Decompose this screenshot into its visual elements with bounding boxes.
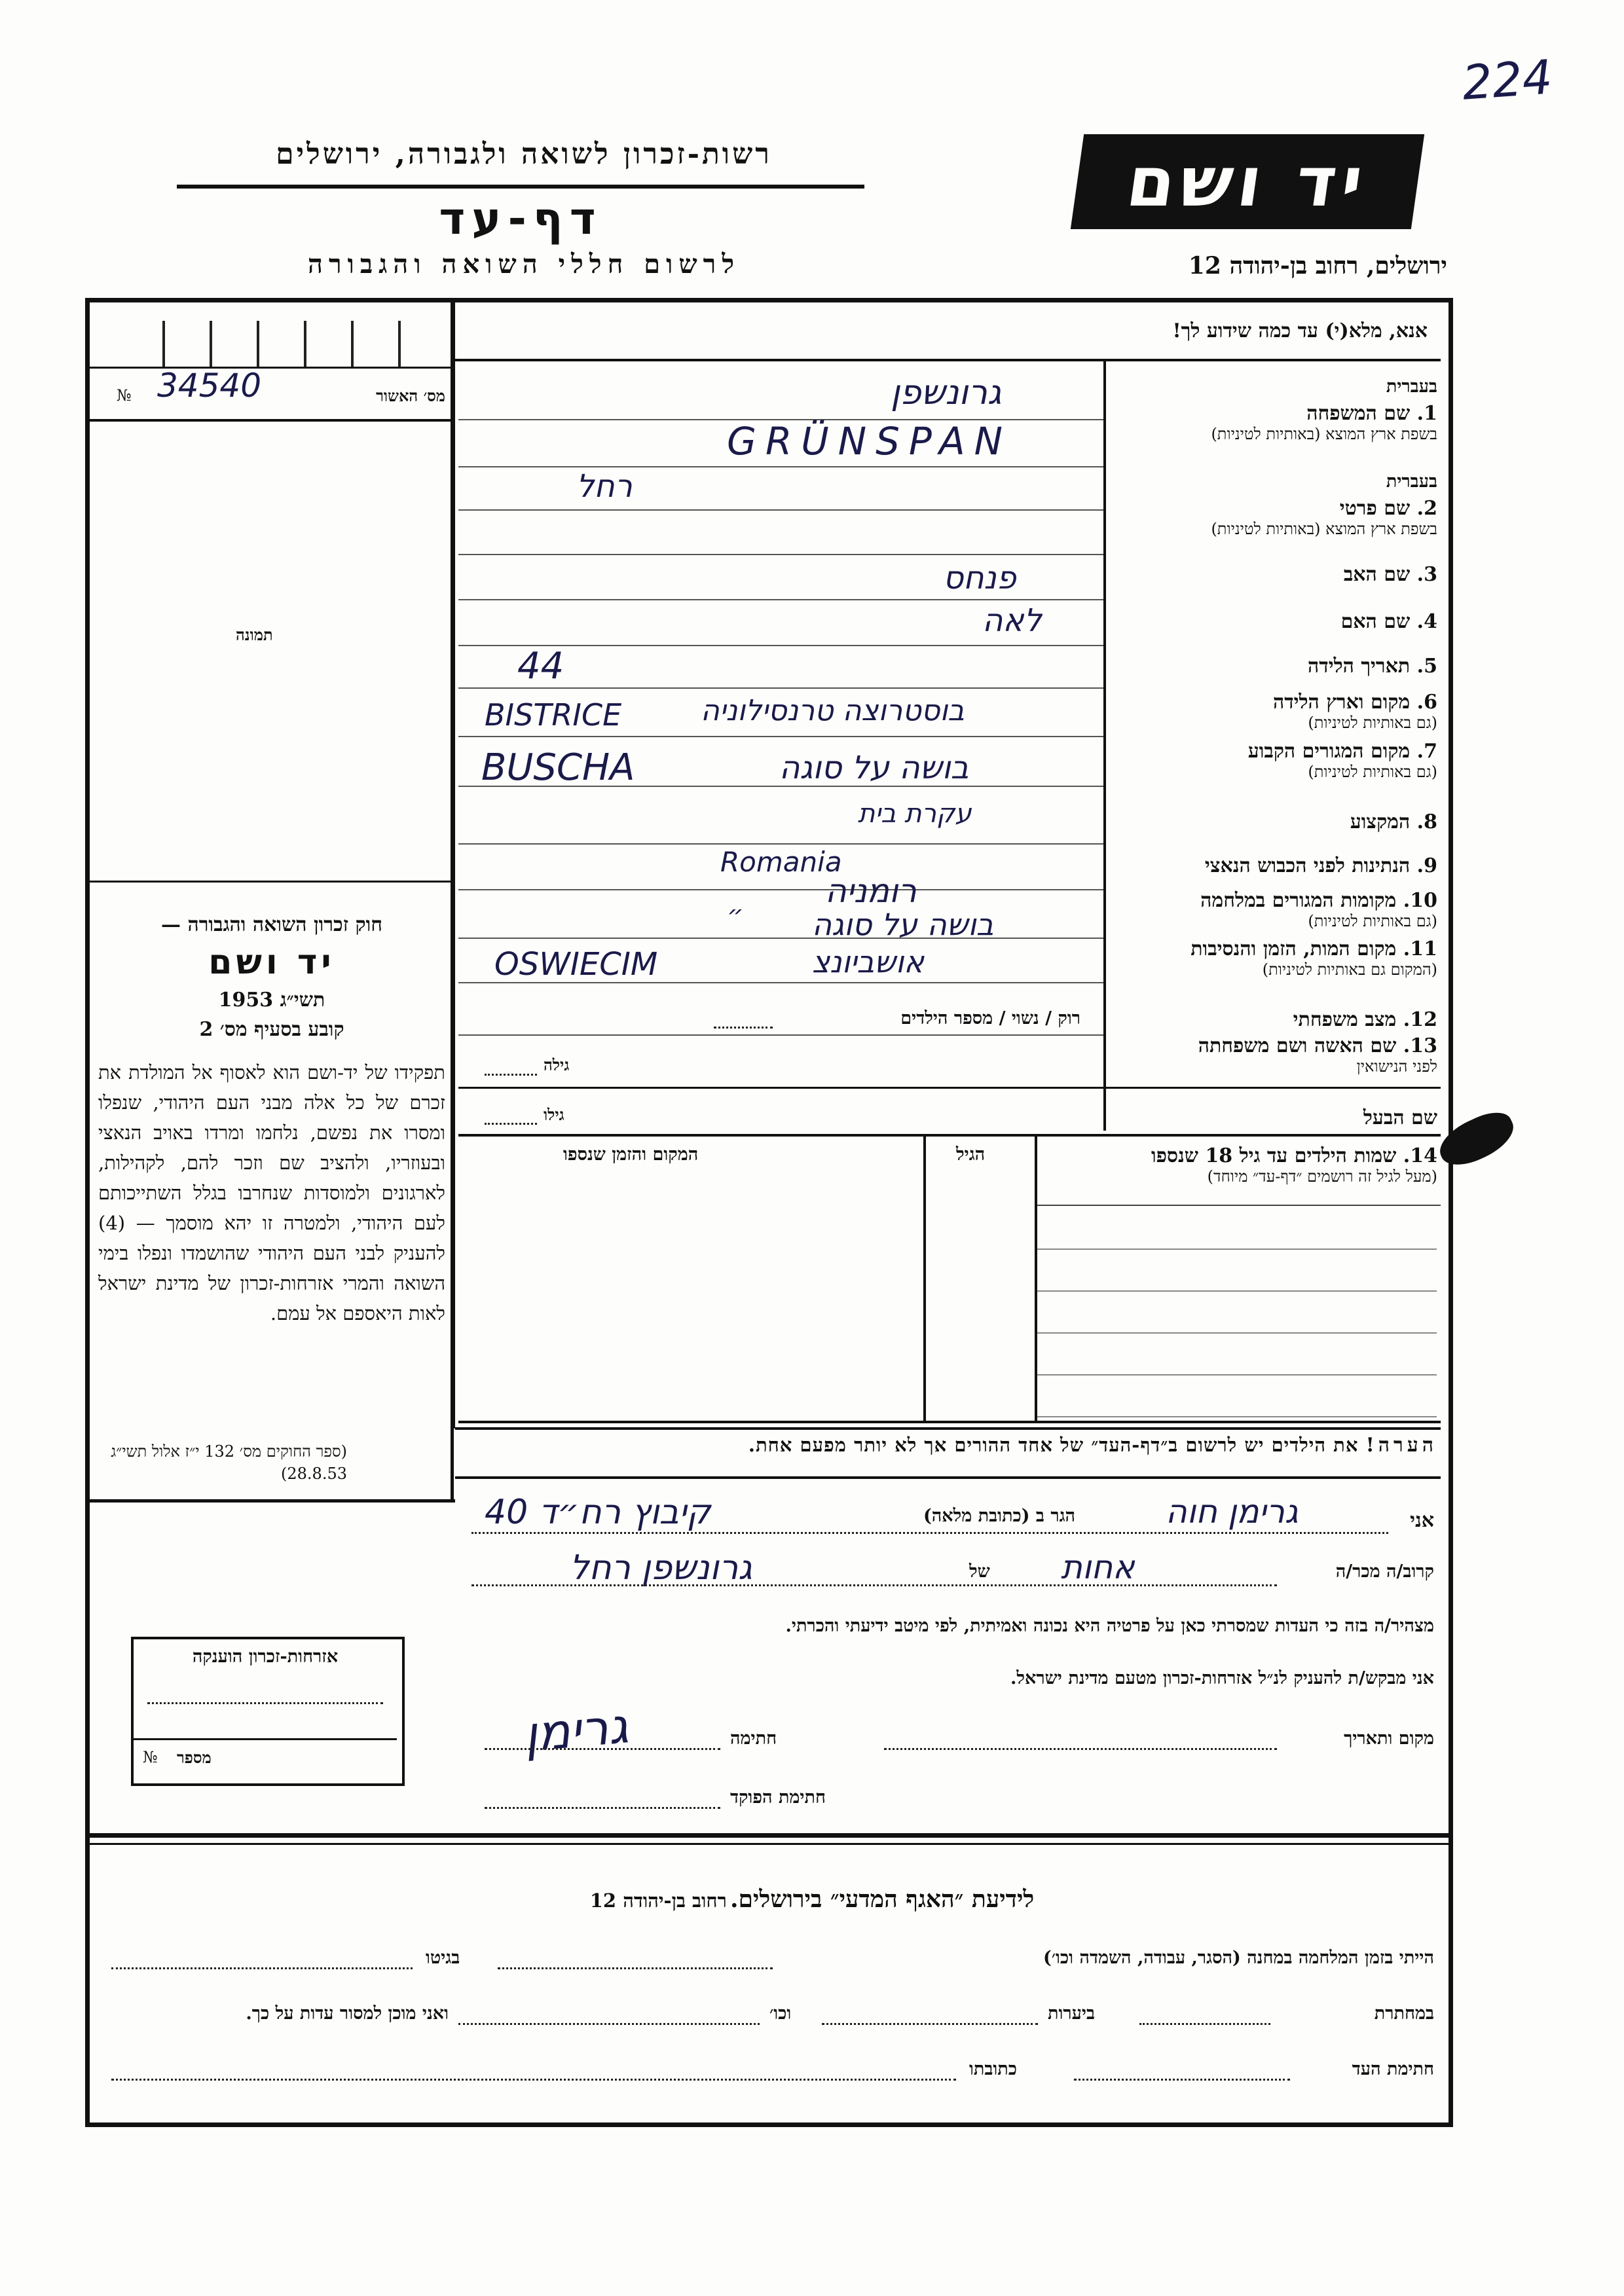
approval-box-top (90, 367, 451, 369)
field-12-options[interactable]: רוק / נשוי / מספר הילדים (900, 1008, 1080, 1029)
decl-lives-in: הגר ב (כתובת מלאה) (923, 1506, 1076, 1526)
note-top-rule (455, 1427, 1441, 1430)
field-12-label (1097, 1008, 1437, 1031)
note-bottom-rule (455, 1476, 1441, 1479)
yad-vashem-logo (1071, 134, 1424, 229)
row-rule (458, 889, 1103, 890)
field-4-num: 4. (1416, 610, 1437, 633)
field-1-label: שם המשפחה (1306, 402, 1411, 425)
bottom-title-row (458, 1886, 1166, 1913)
bottom-line2-dots-3[interactable] (458, 2023, 760, 2025)
bottom-title: לידיעת ״האגף המדעי״ בירושלים. (729, 1886, 1035, 1913)
bottom-line2-a: במחתרת (1374, 2003, 1434, 2024)
children-num: 14. (1403, 1144, 1437, 1167)
decl-signature[interactable]: גרימן (521, 1698, 631, 1763)
approval-rule (90, 419, 451, 422)
field-11-value[interactable]: אושביונצ (812, 944, 924, 979)
field-13-label: שם האשה ושם משפחתה (1198, 1034, 1397, 1057)
bottom-line3-a: חתימת העד (1352, 2059, 1434, 2079)
field-9-value-latin[interactable]: Romania (720, 846, 842, 878)
field-13-sub: לפני הנישואין (1356, 1057, 1437, 1076)
left-column-divider (451, 302, 455, 1429)
field-2-num: 2. (1416, 497, 1437, 520)
decl-line-1 (471, 1532, 1388, 1534)
field-5-num: 5. (1416, 655, 1437, 678)
row-rule (458, 843, 1103, 845)
field-3-label-text: שם האב (1343, 563, 1411, 586)
bottom-line2-dots-1[interactable] (1139, 2023, 1270, 2025)
field-2-label: שם פרטי (1339, 497, 1411, 520)
approval-prefix: № (117, 386, 132, 405)
logo-text: יד ושם (1122, 141, 1373, 222)
intro-text: אנא, מלא(י) עד כמה שידוע לך! (1172, 319, 1428, 342)
field-6-row (1097, 691, 1437, 733)
field-6-num: 6. (1416, 691, 1437, 714)
husband-age-dots[interactable] (485, 1123, 537, 1125)
field-1-value-he[interactable]: גרונשפן (891, 373, 1002, 412)
approval-number[interactable]: 34540 (157, 367, 262, 405)
field-10-row (1097, 889, 1437, 931)
decl-officer: חתימת הפוקד (730, 1787, 826, 1808)
bottom-divider (85, 1833, 1449, 1838)
field-10-label: מקומות המגורים במלחמה (1200, 889, 1397, 912)
header-address: ירושלים, רחוב בן-יהודה 12 (1188, 252, 1447, 280)
bottom-address: רחוב בן-יהודה 12 (589, 1889, 727, 1912)
approval-label: מס׳ האשור (376, 386, 445, 405)
field-9-value[interactable]: רומניה (825, 872, 917, 910)
bottom-line1-b: בגיטו (426, 1948, 460, 1968)
bottom-divider-inner (85, 1843, 1449, 1845)
note-label: הערה! (1365, 1434, 1437, 1457)
field-7-value-latin[interactable]: BUSCHA (481, 746, 635, 789)
children-empty-rows[interactable] (1037, 1208, 1437, 1417)
citizenship-line-1 (147, 1702, 383, 1704)
bottom-line2-dots-2[interactable] (822, 2023, 1038, 2025)
row-rule (458, 554, 1103, 555)
bottom-line1-dots-2[interactable] (111, 1967, 413, 1969)
form-title: דף-עד (439, 193, 602, 245)
field-7-num: 7. (1416, 740, 1437, 763)
decl-ani: אני (1410, 1509, 1434, 1532)
field-10-num: 10. (1403, 889, 1437, 912)
field-7-sub: (גם באותיות לטיניות) (1308, 763, 1437, 781)
note (455, 1434, 1437, 1457)
field-11-label: מקום המות, הזמן והנסיבות (1190, 938, 1397, 960)
field-1-sub: בשפת ארץ המוצא (באותיות לטיניות) (1211, 425, 1437, 443)
bottom-line2-b: ביערות (1048, 2003, 1096, 2024)
field-4-label (1097, 610, 1437, 633)
field-7-label: מקום המגורים הקבוע (1247, 740, 1411, 763)
header-rule (177, 185, 864, 189)
field-8-value[interactable]: עקרת בית (858, 799, 972, 829)
left-column-divider-lower (451, 1427, 454, 1503)
field-9-label (1097, 854, 1437, 877)
note-text: את הילדים יש לרשום ב״דף-העד״ של אחד ההורים אך לא יותר מפעם אחת. (748, 1434, 1359, 1456)
decl-witness-name[interactable]: גרימן חוה (1166, 1493, 1299, 1531)
decl-address[interactable]: קיבוץ רח״ד 40 (485, 1493, 711, 1532)
row-rule (458, 938, 1103, 939)
decl-of-name[interactable]: גרונשפן רחל (570, 1548, 752, 1588)
field-8-num: 8. (1416, 811, 1437, 833)
field-7-value[interactable]: בושה על סוגה (779, 750, 969, 786)
field-1-num: 1. (1416, 402, 1437, 425)
children-top-rule (458, 1134, 1441, 1137)
field-12-num: 12. (1403, 1008, 1437, 1031)
law-name: יד ושם (208, 943, 335, 982)
field-13-age-label: גילה (544, 1055, 570, 1074)
bottom-line2-d: ואני מוכן למסור עדות על כך. (246, 2003, 449, 2024)
citizenship-prefix: № (143, 1748, 158, 1766)
decl-place-date-line[interactable] (884, 1748, 1277, 1750)
bottom-line1-a: הייתי בזמן המלחמה במחנה (הסגר, עבודה, השמדה וכו׳) (1043, 1948, 1434, 1968)
row-rule (458, 687, 1103, 689)
field-6-sub: (גם באותיות לטיניות) (1308, 714, 1437, 732)
field-1-row (1097, 376, 1437, 444)
field-7-row (1097, 740, 1437, 782)
decl-request: אני מבקש/ת להעניק לנ״ל אזרחות-זכרון מטעם מדינת ישראל. (1010, 1668, 1434, 1688)
husband-label: שם הבעל (1363, 1106, 1437, 1129)
field-2-value-he[interactable]: רחל (576, 468, 633, 505)
children-col-place: המקום והזמן שנספו (563, 1144, 699, 1165)
husband-age-label: גילו (544, 1105, 564, 1124)
field-6-label: מקום וארץ הלידה (1272, 691, 1411, 714)
decl-of: של (969, 1561, 990, 1582)
bottom-line3-b: כתובתו (969, 2059, 1017, 2079)
field-3-value[interactable]: פנחס (943, 560, 1016, 596)
row-rule (458, 509, 1103, 511)
law-year: תשי״ג 1953 (218, 989, 325, 1011)
field-1-lang: בעברית (1386, 376, 1437, 397)
decl-signature-label: חתימה (730, 1728, 777, 1749)
field-3-label (1097, 563, 1437, 586)
stamp-number: 224 (1460, 49, 1554, 111)
decl-relation-label: קרוב/ה מכר/ה (1335, 1561, 1434, 1582)
decl-declare: מצהיר/ה בזה כי העדות שמסרתי כאן על פרטיה היא נכונה ואמיתית, לפי מיטב ידיעתי והכרתי. (785, 1616, 1434, 1636)
bottom-line2-c: וכו׳ (769, 2003, 792, 2024)
field-13-num: 13. (1403, 1034, 1437, 1057)
row-rule (458, 1034, 1103, 1036)
intro-rule (455, 359, 1441, 361)
field-4-value[interactable]: לאה (982, 602, 1042, 639)
field-8-label-text: המקצוע (1350, 811, 1411, 833)
citizenship-title: אזרחות-זכרון הוענקה (192, 1647, 339, 1667)
field-11-num: 11. (1403, 938, 1437, 960)
left-column-bottom (90, 1499, 455, 1503)
field-11-row (1097, 938, 1437, 979)
bottom-line3-dots-1[interactable] (1074, 2079, 1290, 2081)
field-10-sub: (גם באותיות לטיניות) (1308, 912, 1437, 930)
photo-label: תמונה (236, 625, 273, 644)
field-5-label-text: תאריך הלידה (1308, 655, 1411, 678)
children-col-age: הגיל (956, 1144, 986, 1165)
field-11-sub: (המקום גם באותיות לטיניות) (1262, 960, 1437, 979)
field-8-label (1097, 811, 1437, 833)
law-text: תפקידו של יד-ושם הוא לאסוף אל המולדת את זכרם של כל אלה מבני העם היהודי, שנפלו ומסרו את נפשם, נלחמו ומרדו באויב הנאצי ובעוזריו, ולהציב שם וזכר להם, לקהילות, לארגונים ולמוסדות שנחרבו בגלל השתייכותם לעם היהודי, ולמטרה זו יהא מוסמך — (4) להעניק לבני העם היהודי שהושמדו ונפלו בימי השואה והמרי אזרחות-זכרון של מדינת ישראל לאות היאספם אל עמם. (98, 1061, 445, 1324)
form-subtitle: לרשום חללי השואה והגבורה (307, 249, 741, 280)
children-bottom-rule (458, 1421, 1441, 1423)
field-2-row (1097, 471, 1437, 539)
field-2-lang: בעברית (1386, 471, 1437, 492)
law-title: חוק זכרון השואה והגבורה — (161, 913, 382, 936)
children-col-age-left (923, 1134, 926, 1422)
row-rule (458, 736, 1103, 737)
field-13-age-dots[interactable] (485, 1074, 537, 1076)
row-rule (458, 599, 1103, 600)
bottom-line1-dots[interactable] (498, 1967, 773, 1969)
field-5-value[interactable]: 44 (517, 645, 564, 687)
field-12-label-text: מצב משפחתי (1293, 1008, 1397, 1031)
decl-relation[interactable]: אחות (1061, 1548, 1135, 1586)
photo-bottom-rule (90, 881, 451, 883)
law-section: קובע בסעיף מס׳ 2 (199, 1018, 344, 1041)
law-ref: (ספר החוקים מס׳ 132 י״ז אלול תשי״ג 28.8.53) (111, 1442, 347, 1483)
field-5-label (1097, 655, 1437, 678)
field-3-num: 3. (1416, 563, 1437, 586)
row-rule (458, 466, 1103, 467)
approval-ticks (118, 321, 406, 367)
field-12-dots (714, 1027, 773, 1029)
citizenship-rule (134, 1738, 397, 1740)
organization-name: רשות-זכרון לשואה ולגבורה, ירושלים (276, 137, 772, 171)
field-10-value[interactable]: בושה על סוגה (812, 907, 994, 942)
field-6-value-latin[interactable]: BISTRICE (485, 697, 622, 733)
field-13-row (1097, 1034, 1437, 1076)
children-header-rule (1037, 1205, 1441, 1206)
field-10-mark: ״ (727, 900, 744, 930)
decl-line-2 (471, 1584, 1277, 1586)
field-4-label-text: שם האם (1340, 610, 1411, 633)
children-sub: (מעל לגיל זה רושמים ״דף-עד״ מיוחד) (1207, 1167, 1437, 1186)
field-6-value[interactable]: בוסטרוצה טרנסילוניה (701, 694, 965, 727)
decl-officer-line[interactable] (485, 1807, 720, 1809)
field-11-value-latin[interactable]: OSWIECIM (494, 946, 658, 983)
field-2-sub: בשפת ארץ המוצא (באותיות לטיניות) (1211, 520, 1437, 538)
citizenship-number-label: מספר (177, 1748, 212, 1767)
children-header (1031, 1144, 1437, 1186)
field-1-value-latin[interactable]: GRÜNSPAN (727, 419, 1012, 464)
row-rule (458, 1087, 1441, 1089)
field-9-label-text: הנתינות לפני הכבוש הנאצי (1204, 854, 1411, 877)
decl-place-date: מקום ותאריך (1344, 1728, 1434, 1749)
decl-signature-line (485, 1748, 720, 1750)
bottom-line3-dots-2[interactable] (111, 2079, 956, 2081)
children-title: שמות הילדים עד גיל 18 שנספו (1151, 1144, 1397, 1167)
field-9-num: 9. (1416, 854, 1437, 877)
